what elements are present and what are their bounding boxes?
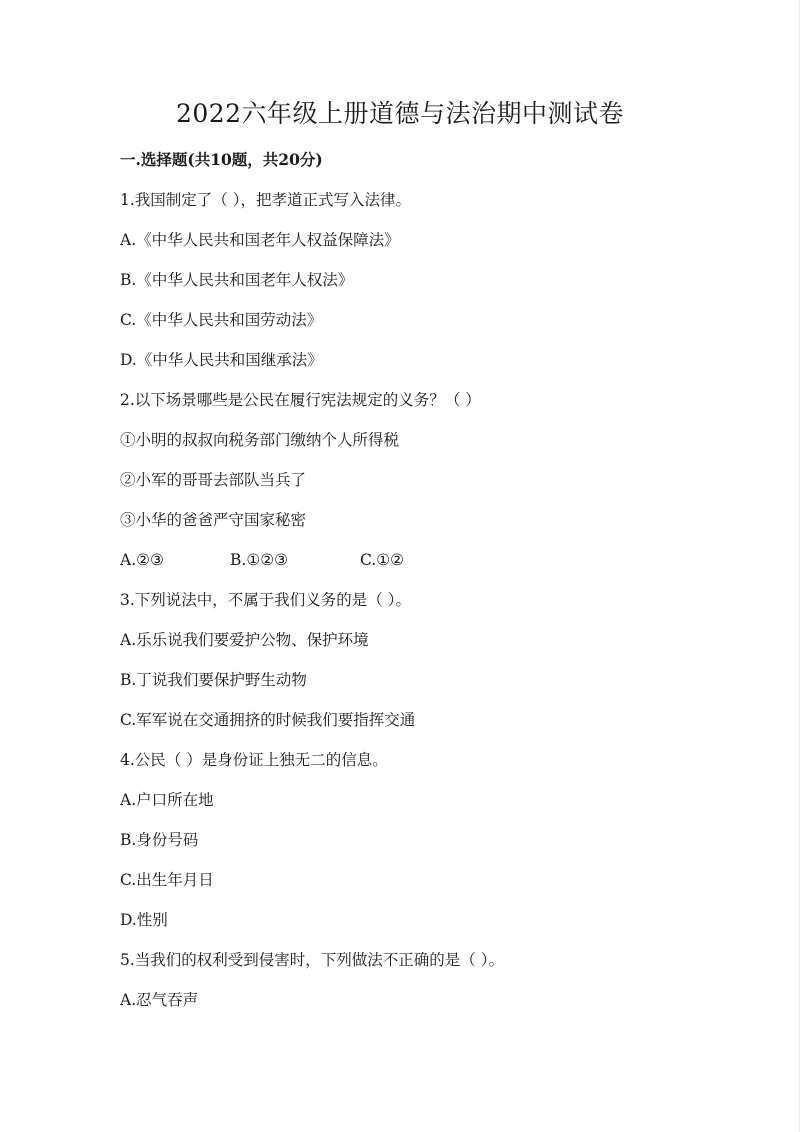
question-4: 4.公民（ ）是身份证上独无二的信息。 <box>120 751 388 769</box>
q2-option-b: B.①②③ <box>230 551 289 569</box>
section-title: 一.选择题(共10题，共20分) <box>120 150 323 169</box>
q3-option-c: C.军军说在交通拥挤的时候我们要指挥交通 <box>120 711 416 729</box>
q1-option-b: B.《中华人民共和国老年人权法》 <box>120 271 354 289</box>
q5-option-a: A.忍气吞声 <box>120 991 199 1009</box>
question-5: 5.当我们的权利受到侵害时，下列做法不正确的是（ ）。 <box>120 951 504 969</box>
page-title: 2022六年级上册道德与法治期中测试卷 <box>175 99 625 128</box>
q3-option-b: B.丁说我们要保护野生动物 <box>120 671 307 689</box>
q3-option-a: A.乐乐说我们要爱护公物、保护环境 <box>120 631 369 649</box>
q4-option-b: B.身份号码 <box>120 831 199 849</box>
q2-statement-1: ①小明的叔叔向税务部门缴纳个人所得税 <box>120 431 400 449</box>
question-1: 1.我国制定了（ ），把孝道正式写入法律。 <box>120 191 411 209</box>
q1-option-a: A.《中华人民共和国老年人权益保障法》 <box>120 231 400 249</box>
q2-statement-2: ②小军的哥哥去部队当兵了 <box>120 471 307 489</box>
q1-option-c: C.《中华人民共和国劳动法》 <box>120 311 323 329</box>
document-content <box>120 146 760 1026</box>
q2-statement-3: ③小华的爸爸严守国家秘密 <box>120 511 307 529</box>
question-3: 3.下列说法中，不属于我们义务的是（ ）。 <box>120 591 411 609</box>
q2-option-c: C.①② <box>360 551 405 569</box>
q4-option-a: A.户口所在地 <box>120 791 214 809</box>
question-2: 2.以下场景哪些是公民在履行宪法规定的义务？（ ） <box>120 391 481 409</box>
q4-option-d: D.性别 <box>120 911 168 929</box>
q1-option-d: D.《中华人民共和国继承法》 <box>120 351 323 369</box>
q4-option-c: C.出生年月日 <box>120 871 214 889</box>
q2-option-a: A.②③ <box>120 551 164 569</box>
q2-options-row <box>120 546 760 586</box>
